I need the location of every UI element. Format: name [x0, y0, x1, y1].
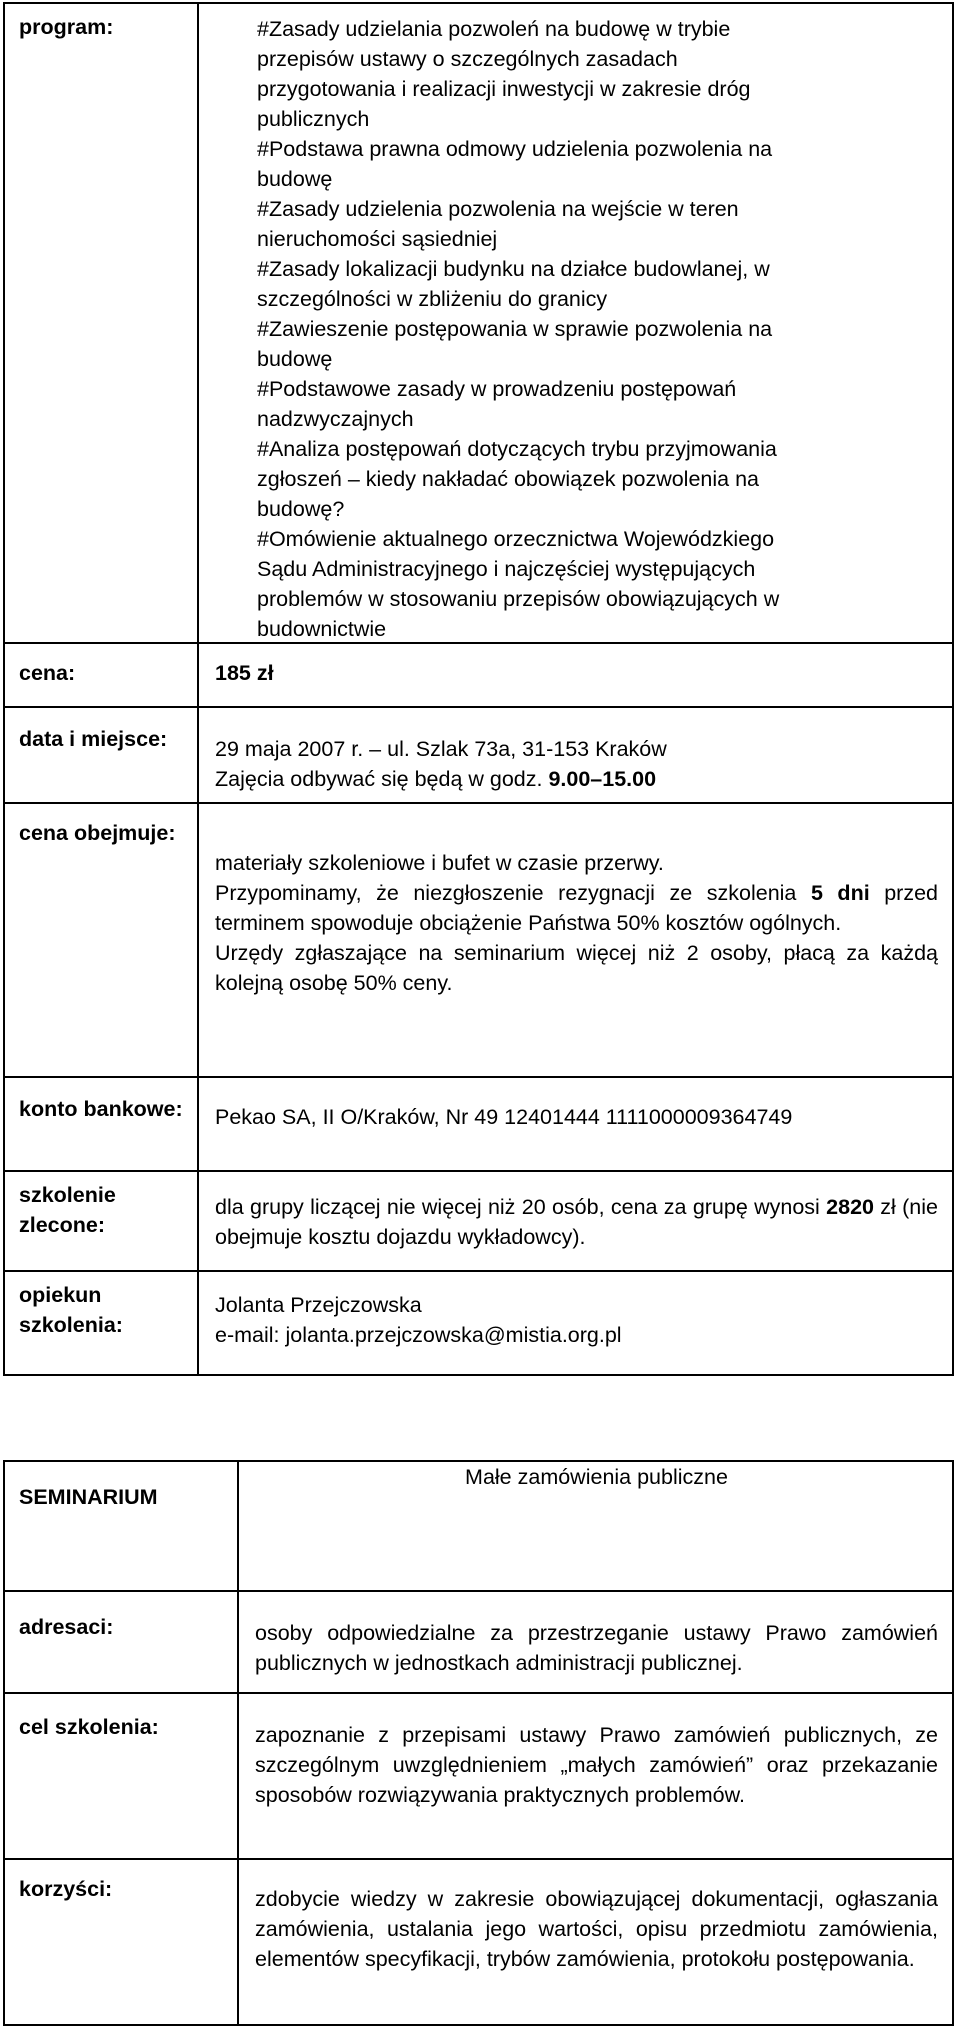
supervisor-email[interactable]: e-mail: jolanta.przejczowska@mistia.org.pl: [215, 1323, 622, 1347]
program-line: #Zasady lokalizacji budynku na działce budowlanej, w: [257, 257, 770, 281]
supervisor-value: [198, 1271, 953, 1375]
seminar-title: Małe zamówienia publiczne: [238, 1461, 953, 1591]
supervisor-name: Jolanta Przejczowska: [215, 1293, 422, 1317]
program-line: budownictwie: [257, 617, 387, 641]
seminar-label: SEMINARIUM: [4, 1461, 238, 1591]
program-line: przygotowania i realizacji inwestycji w zakresie dróg: [257, 77, 751, 101]
program-line: #Podstawowe zasady w prowadzeniu postępowań: [257, 377, 737, 401]
program-line: budowę: [257, 347, 333, 371]
program-line: nieruchomości sąsiedniej: [257, 227, 498, 251]
bank-account-value: Pekao SA, II O/Kraków, Nr 49 12401444 1111000009364749: [198, 1077, 953, 1171]
program-line: budowę: [257, 167, 333, 191]
program-line: #Omówienie aktualnego orzecznictwa Wojewódzkiego: [257, 527, 775, 551]
program-line: #Zasady udzielenia pozwolenia na wejście w teren: [257, 197, 739, 221]
date-place-value: [198, 707, 953, 803]
hours-line: Zajęcia odbywać się będą w godz. 9.00–15.00: [215, 767, 657, 791]
commissioned-label: szkolenie zlecone:: [4, 1171, 198, 1271]
price-includes-label: cena obejmuje:: [4, 803, 198, 1077]
program-line: publicznych: [257, 107, 370, 131]
commissioned-value: dla grupy liczącej nie więcej niż 20 osób, cena za grupę wynosi 2820 zł (nie obejmuje kosztu dojazdu wykładowcy).: [198, 1171, 953, 1271]
program-line: #Zasady udzielania pozwoleń na budowę w trybie: [257, 17, 731, 41]
audience-value: osoby odpowiedzialne za przestrzeganie ustawy Prawo zamówień publicznych w jednostkach administracji publicznej.: [238, 1591, 953, 1693]
price-label: cena:: [4, 643, 198, 707]
program-line: zgłoszeń – kiedy nakładać obowiązek pozwolenia na: [257, 467, 759, 491]
supervisor-label: opiekun szkolenia:: [4, 1271, 198, 1375]
program-cell: [198, 3, 953, 643]
seminar-table: [3, 1460, 954, 2026]
date-place-label: data i miejsce:: [4, 707, 198, 803]
includes-line: materiały szkoleniowe i bufet w czasie przerwy.: [215, 851, 664, 875]
bank-account-label: konto bankowe:: [4, 1077, 198, 1171]
benefits-label: korzyści:: [4, 1859, 238, 2025]
goal-label: cel szkolenia:: [4, 1693, 238, 1859]
price-includes-value: [198, 803, 953, 1077]
program-line: #Zawieszenie postępowania w sprawie pozwolenia na: [257, 317, 773, 341]
cancellation-note: Przypominamy, że niezgłoszenie rezygnacji ze szkolenia 5 dni przed terminem spowoduje obciążenie Państwa 50% kosztów ogólnych.: [215, 881, 939, 935]
benefits-value: zdobycie wiedzy w zakresie obowiązującej dokumentacji, ogłaszania zamówienia, ustalania jego wartości, opisu przedmiotu zamówienia, elementów specyfikacji, trybów zamówienia, protokołu postępowania.: [238, 1859, 953, 2025]
hours: 9.00–15.00: [548, 767, 657, 791]
program-line: #Analiza postępowań dotyczących trybu przyjmowania: [257, 437, 777, 461]
program-line: nadzwyczajnych: [257, 407, 414, 431]
program-label: program:: [4, 3, 198, 643]
program-line: szczególności w zbliżeniu do granicy: [257, 287, 608, 311]
program-line: Sądu Administracyjnego i najczęściej występujących: [257, 557, 756, 581]
audience-label: adresaci:: [4, 1591, 238, 1693]
program-line: problemów w stosowaniu przepisów obowiązujących w: [257, 587, 780, 611]
discount-note: Urzędy zgłaszające na seminarium więcej niż 2 osoby, płacą za każdą kolejną osobę 50% ceny.: [215, 941, 938, 995]
date-address: 29 maja 2007 r. – ul. Szlak 73a, 31-153 Kraków: [215, 737, 667, 761]
goal-value: zapoznanie z przepisami ustawy Prawo zamówień publicznych, ze szczególnym uwzględnieniem „małych zamówień” oraz przekazanie sposobów rozwiązywania praktycznych problemów.: [238, 1693, 953, 1859]
training-info-table: [3, 2, 954, 1376]
program-line: budowę?: [257, 497, 345, 521]
program-list: [215, 4, 938, 641]
program-line: przepisów ustawy o szczególnych zasadach: [257, 47, 678, 71]
price-value: 185 zł: [198, 643, 953, 707]
program-line: #Podstawa prawna odmowy udzielenia pozwolenia na: [257, 137, 773, 161]
